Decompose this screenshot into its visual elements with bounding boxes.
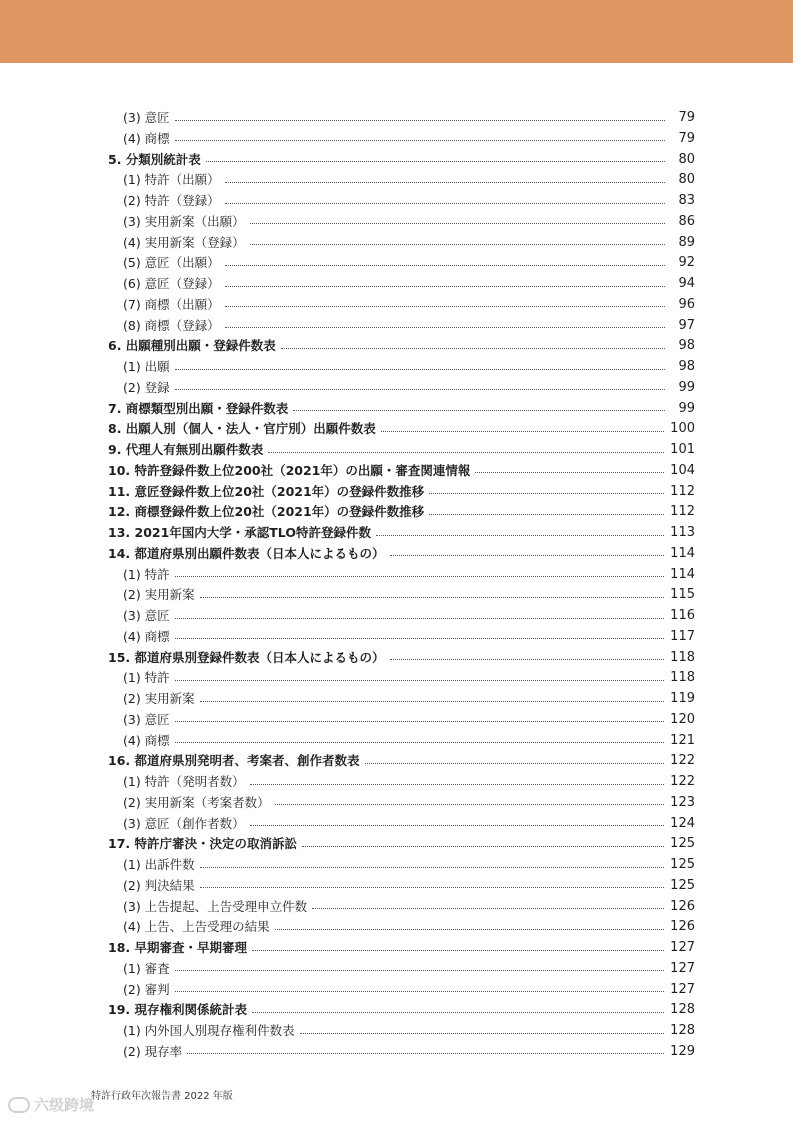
toc-page-number: 120 — [670, 711, 695, 727]
toc-entry-label: (3) 意匠 — [123, 608, 170, 623]
toc-subsection-entry[interactable] — [123, 295, 695, 315]
dot-leader — [390, 555, 665, 556]
toc-section-entry[interactable] — [108, 648, 695, 668]
toc-page-number: 122 — [670, 774, 695, 789]
toc-page-number: 127 — [670, 960, 695, 976]
toc-subsection-entry[interactable] — [123, 855, 695, 875]
dot-leader — [200, 867, 664, 868]
dot-leader — [175, 721, 664, 722]
toc-entry-label: (2) 現存率 — [123, 1043, 183, 1059]
toc-page-number: 126 — [670, 919, 695, 935]
toc-page-number: 125 — [670, 877, 695, 893]
toc-subsection-entry[interactable] — [123, 1042, 695, 1062]
toc-entry-label: (7) 商標（出願） — [123, 296, 220, 312]
toc-entry-label: (2) 実用新案 — [123, 587, 195, 603]
toc-subsection-entry[interactable] — [123, 606, 695, 626]
toc-section-entry[interactable] — [108, 751, 695, 771]
toc-page-number: 128 — [670, 1002, 695, 1018]
toc-page-number: 97 — [678, 317, 695, 333]
toc-entry-label: (2) 登録 — [123, 379, 170, 395]
dot-leader — [250, 825, 664, 826]
toc-entry-label: (1) 出願 — [123, 359, 170, 374]
toc-entry-label: 13. 2021年国内大学・承認TLO特許登録件数 — [108, 525, 371, 540]
toc-entry-label: 16. 都道府県別発明者、考案者、創作者数表 — [108, 753, 360, 769]
toc-page-number: 128 — [670, 1023, 695, 1038]
toc-subsection-entry[interactable] — [123, 108, 695, 128]
toc-page-number: 104 — [670, 462, 695, 478]
toc-section-entry[interactable] — [108, 461, 695, 481]
toc-entry-label: (1) 特許（発明者数） — [123, 774, 245, 789]
toc-entry-label: (8) 商標（登録） — [123, 317, 220, 333]
dot-leader — [175, 742, 664, 743]
toc-entry-label: (1) 特許（出願） — [123, 172, 220, 188]
toc-section-entry[interactable] — [108, 1000, 695, 1020]
toc-entry-label: (3) 上告提起、上告受理申立件数 — [123, 898, 308, 914]
toc-entry-label: (4) 商標 — [123, 628, 170, 644]
dot-leader — [390, 659, 665, 660]
toc-page-number: 112 — [670, 483, 695, 499]
toc-entry-label: (3) 意匠 — [123, 711, 170, 727]
dot-leader — [252, 1012, 664, 1013]
dot-leader — [225, 306, 665, 307]
dot-leader — [175, 618, 664, 619]
toc-page-number: 100 — [670, 421, 695, 437]
toc-page-number: 80 — [678, 151, 695, 167]
toc-entry-label: (1) 特許 — [123, 566, 170, 582]
toc-subsection-entry[interactable] — [123, 316, 695, 336]
toc-entry-label: (3) 意匠 — [123, 110, 170, 125]
toc-subsection-entry[interactable] — [123, 959, 695, 979]
toc-section-entry[interactable] — [108, 336, 695, 356]
toc-subsection-entry[interactable] — [123, 212, 695, 232]
dot-leader — [312, 908, 664, 909]
toc-entry-label: 11. 意匠登録件数上位20社（2021年）の登録件数推移 — [108, 483, 425, 499]
toc-subsection-entry[interactable] — [123, 274, 695, 294]
toc-page-number: 115 — [670, 587, 695, 603]
toc-page-number: 114 — [670, 566, 695, 582]
toc-section-entry[interactable] — [108, 544, 695, 564]
toc-page-number: 79 — [678, 130, 695, 146]
toc-entry-label: (2) 判決結果 — [123, 877, 195, 893]
toc-subsection-entry[interactable] — [123, 357, 695, 377]
toc-subsection-entry[interactable] — [123, 1021, 695, 1041]
dot-leader — [225, 327, 665, 328]
toc-subsection-entry[interactable] — [123, 585, 695, 605]
dot-leader — [302, 846, 664, 847]
toc-page-number: 125 — [670, 857, 695, 872]
toc-page-number: 119 — [670, 691, 695, 706]
toc-section-entry[interactable] — [108, 440, 695, 460]
toc-page-number: 83 — [678, 193, 695, 208]
dot-leader — [365, 763, 665, 764]
toc-section-entry[interactable] — [108, 523, 695, 543]
toc-page-number: 123 — [670, 794, 695, 810]
toc-subsection-entry[interactable] — [123, 689, 695, 709]
toc-page-number: 117 — [670, 628, 695, 644]
watermark-logo-icon — [8, 1097, 30, 1113]
dot-leader — [175, 680, 664, 681]
toc-subsection-entry[interactable] — [123, 917, 695, 937]
dot-leader — [225, 182, 665, 183]
toc-page-number: 86 — [678, 213, 695, 229]
toc-page-number: 118 — [670, 670, 695, 686]
toc-entry-label: (2) 審判 — [123, 981, 170, 997]
dot-leader — [475, 472, 664, 473]
dot-leader — [429, 514, 664, 515]
dot-leader — [175, 638, 664, 639]
dot-leader — [187, 1053, 664, 1054]
dot-leader — [175, 369, 665, 370]
toc-page-number: 126 — [670, 898, 695, 914]
toc-entry-label: 6. 出願種別出願・登録件数表 — [108, 338, 276, 354]
toc-entry-label: 12. 商標登録件数上位20社（2021年）の登録件数推移 — [108, 504, 425, 520]
toc-section-entry[interactable] — [108, 938, 695, 958]
toc-subsection-entry[interactable] — [123, 233, 695, 253]
toc-page-number: 125 — [670, 836, 695, 852]
dot-leader — [225, 265, 665, 266]
toc-page-number: 127 — [670, 940, 695, 955]
toc-entry-label: 9. 代理人有無別出願件数表 — [108, 442, 264, 457]
toc-entry-label: (1) 特許 — [123, 670, 170, 686]
toc-entry-label: 17. 特許庁審決・決定の取消訴訟 — [108, 836, 297, 852]
dot-leader — [225, 203, 665, 204]
dot-leader — [175, 120, 665, 121]
toc-page-number: 124 — [670, 815, 695, 831]
toc-page-number: 79 — [678, 110, 695, 125]
toc-entry-label: (4) 商標 — [123, 732, 170, 748]
toc-page-number: 80 — [678, 172, 695, 188]
toc-entry-label: (2) 実用新案 — [123, 691, 195, 706]
dot-leader — [250, 244, 665, 245]
toc-section-entry[interactable] — [108, 399, 695, 419]
toc-page-number: 127 — [670, 981, 695, 997]
toc-section-entry[interactable] — [108, 482, 695, 502]
toc-subsection-entry[interactable] — [123, 129, 695, 149]
toc-entry-label: 10. 特許登録件数上位200社（2021年）の出願・審査関連情報 — [108, 462, 471, 478]
toc-subsection-entry[interactable] — [123, 191, 695, 211]
toc-entry-label: 8. 出願人別（個人・法人・官庁別）出願件数表 — [108, 421, 376, 437]
toc-entry-label: 14. 都道府県別出願件数表（日本人によるもの） — [108, 545, 385, 561]
dot-leader — [250, 784, 664, 785]
toc-subsection-entry[interactable] — [123, 253, 695, 273]
dot-leader — [381, 431, 664, 432]
toc-entry-label: (2) 特許（登録） — [123, 193, 220, 208]
toc-page-number: 112 — [670, 504, 695, 520]
toc-subsection-entry[interactable] — [123, 814, 695, 834]
toc-subsection-entry[interactable] — [123, 170, 695, 190]
toc-subsection-entry[interactable] — [123, 731, 695, 751]
toc-page-number: 98 — [678, 359, 695, 374]
dot-leader — [175, 576, 664, 577]
toc-entry-label: (3) 意匠（創作者数） — [123, 815, 245, 831]
dot-leader — [206, 161, 665, 162]
toc-page-number: 89 — [678, 234, 695, 250]
toc-entry-label: 19. 現存権利関係統計表 — [108, 1002, 247, 1018]
toc-section-entry[interactable] — [108, 419, 695, 439]
toc-entry-label: (4) 商標 — [123, 130, 170, 146]
header-band — [0, 0, 793, 63]
toc-subsection-entry[interactable] — [123, 876, 695, 896]
dot-leader — [275, 929, 664, 930]
toc-entry-label: (1) 出訴件数 — [123, 857, 195, 872]
dot-leader — [281, 348, 665, 349]
dot-leader — [275, 804, 664, 805]
toc-page-number: 94 — [678, 276, 695, 291]
toc-entry-label: 18. 早期審査・早期審理 — [108, 940, 247, 955]
toc-page-number: 99 — [678, 400, 695, 416]
toc-page-number: 101 — [670, 442, 695, 457]
toc-subsection-entry[interactable] — [123, 897, 695, 917]
watermark — [8, 1094, 94, 1115]
toc-page-number: 118 — [670, 649, 695, 665]
dot-leader — [200, 887, 664, 888]
dot-leader — [175, 970, 664, 971]
dot-leader — [252, 950, 664, 951]
toc-page-number: 96 — [678, 296, 695, 312]
toc-page-number: 98 — [678, 338, 695, 354]
toc-entry-label: (1) 審査 — [123, 960, 170, 976]
toc-page-number: 129 — [670, 1043, 695, 1059]
dot-leader — [429, 493, 664, 494]
toc-subsection-entry[interactable] — [123, 668, 695, 688]
toc-page-number: 122 — [670, 753, 695, 769]
dot-leader — [200, 597, 664, 598]
dot-leader — [175, 389, 665, 390]
toc-entry-label: (2) 実用新案（考案者数） — [123, 794, 270, 810]
toc-subsection-entry[interactable] — [123, 710, 695, 730]
toc-entry-label: 15. 都道府県別登録件数表（日本人によるもの） — [108, 649, 385, 665]
toc-page-number: 114 — [670, 545, 695, 561]
toc-subsection-entry[interactable] — [123, 565, 695, 585]
toc-subsection-entry[interactable] — [123, 980, 695, 1000]
toc-page-number: 121 — [670, 732, 695, 748]
dot-leader — [225, 286, 665, 287]
toc-entry-label: 5. 分類別統計表 — [108, 151, 201, 167]
toc-section-entry[interactable] — [108, 150, 695, 170]
dot-leader — [175, 991, 664, 992]
toc-entry-label: (3) 実用新案（出願） — [123, 213, 245, 229]
toc-entry-label: (5) 意匠（出願） — [123, 255, 220, 271]
toc-page-number: 99 — [678, 379, 695, 395]
page-footer: 特許行政年次報告書 2022 年版 — [91, 1091, 233, 1102]
toc-subsection-entry[interactable] — [123, 793, 695, 813]
toc-page-number: 116 — [670, 608, 695, 623]
dot-leader — [293, 410, 665, 411]
watermark-text: 六级跨境 — [34, 1096, 95, 1114]
toc-entry-label: (6) 意匠（登録） — [123, 276, 220, 291]
toc-subsection-entry[interactable] — [123, 772, 695, 792]
toc-page-number: 113 — [670, 525, 695, 540]
toc-subsection-entry[interactable] — [123, 627, 695, 647]
toc-subsection-entry[interactable] — [123, 378, 695, 398]
toc-entry-label: (4) 上告、上告受理の結果 — [123, 919, 270, 935]
dot-leader — [175, 140, 665, 141]
dot-leader — [300, 1033, 664, 1034]
toc-page-number: 92 — [678, 255, 695, 271]
toc-entry-label: 7. 商標類型別出願・登録件数表 — [108, 400, 289, 416]
toc-entry-label: (1) 内外国人別現存権利件数表 — [123, 1023, 295, 1038]
toc-section-entry[interactable] — [108, 834, 695, 854]
dot-leader — [268, 452, 664, 453]
toc-entry-label: (4) 実用新案（登録） — [123, 234, 245, 250]
toc-section-entry[interactable] — [108, 502, 695, 522]
dot-leader — [376, 535, 664, 536]
dot-leader — [250, 223, 665, 224]
dot-leader — [200, 701, 664, 702]
